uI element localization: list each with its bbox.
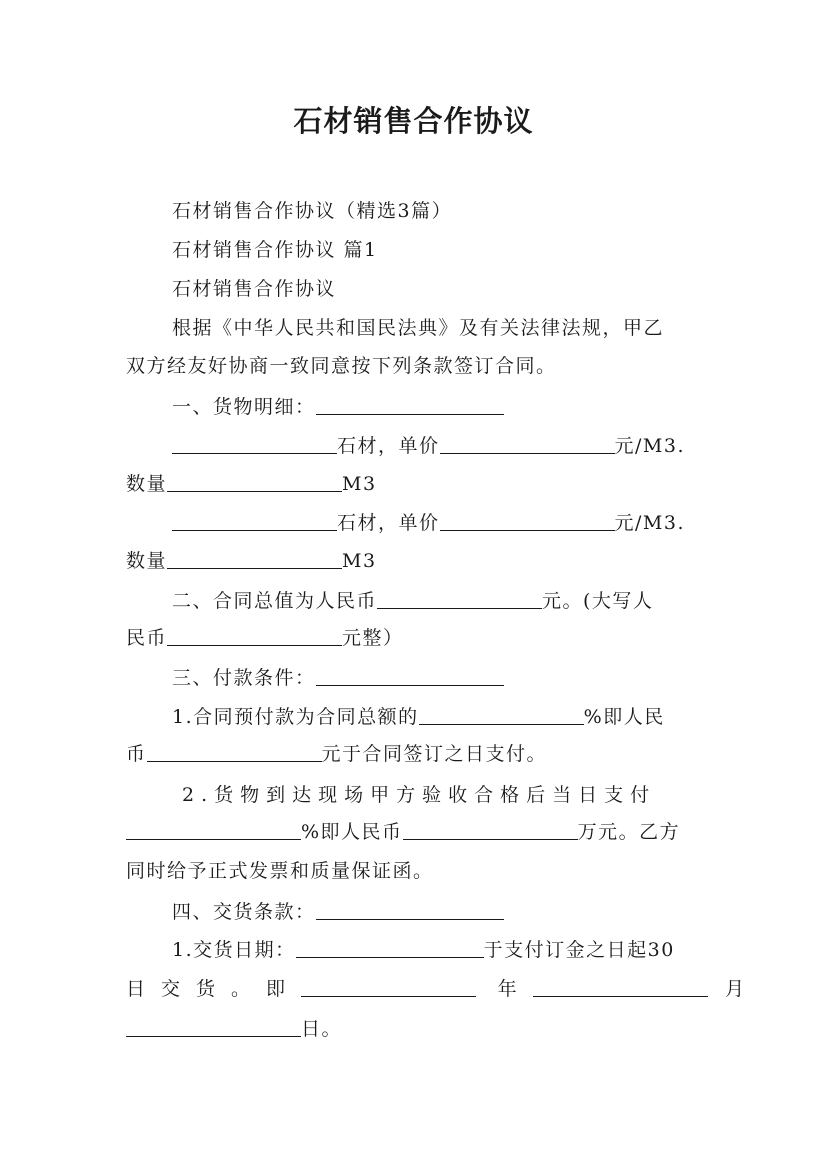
- fill-blank: [533, 976, 708, 997]
- fill-blank: [316, 665, 504, 686]
- line-text: 数量: [126, 473, 168, 495]
- fill-blank: [440, 433, 615, 454]
- fill-blank: [419, 704, 584, 725]
- line-text: 日。: [301, 1018, 343, 1040]
- doc-line: [126, 975, 746, 1003]
- fill-blank: [403, 819, 578, 840]
- doc-line: [172, 703, 704, 731]
- doc-line: 2.货物到达现场甲方验收合格后当日支付: [182, 784, 657, 806]
- fill-blank: [316, 899, 504, 920]
- line-text: M3: [342, 473, 377, 495]
- line-text: 于支付订金之日起30: [483, 939, 675, 961]
- doc-line: 同时给予正式发票和质量保证函。: [126, 860, 434, 882]
- fill-blank: [377, 588, 542, 609]
- line-text: 数量: [126, 550, 168, 572]
- line-text: 1.合同预付款为合同总额的: [172, 706, 419, 728]
- line-text: 万元。乙方: [577, 821, 681, 843]
- doc-line: 双方经友好协商一致同意按下列条款签订合同。: [126, 355, 557, 377]
- fill-blank: [172, 510, 337, 531]
- line-text: 元于合同签订之日支付。: [321, 743, 548, 765]
- line-text: 元/M3.: [614, 512, 685, 534]
- doc-line: [172, 936, 704, 964]
- line-text: 年: [497, 978, 533, 1000]
- line-text: 元整）: [342, 627, 404, 649]
- doc-line: [126, 1015, 704, 1043]
- doc-line: 石材销售合作协议（精选3篇）: [172, 200, 453, 222]
- fill-blank: [167, 471, 342, 492]
- line-text: %即人民币: [301, 821, 403, 843]
- doc-line: [172, 509, 704, 537]
- fill-blank: [172, 433, 337, 454]
- doc-line: [126, 740, 704, 768]
- line-text: 元。(大写人: [542, 590, 654, 612]
- doc-line: [126, 624, 704, 652]
- doc-line: [172, 898, 704, 926]
- doc-line: [172, 587, 704, 615]
- fill-blank: [126, 819, 301, 840]
- document-title: 石材销售合作协议: [293, 104, 534, 138]
- fill-blank: [167, 548, 342, 569]
- doc-line: 石材销售合作协议 篇1: [172, 239, 378, 261]
- doc-line: [172, 393, 704, 421]
- doc-line: 根据《中华人民共和国民法典》及有关法律法规，甲乙: [172, 317, 665, 339]
- doc-line: [172, 432, 704, 460]
- line-text: 石材，单价: [337, 435, 440, 457]
- line-text: 二、合同总值为人民币: [172, 590, 378, 612]
- section-heading: 三、付款条件：: [172, 667, 316, 689]
- section-heading: 一、货物明细：: [172, 396, 316, 418]
- doc-line: [126, 547, 704, 575]
- doc-line: [126, 470, 704, 498]
- fill-blank: [316, 394, 504, 415]
- fill-blank: [147, 741, 322, 762]
- line-text: 币: [126, 743, 147, 765]
- fill-blank: [440, 510, 615, 531]
- line-text: 石材，单价: [337, 512, 440, 534]
- line-text: 民币: [126, 627, 168, 649]
- section-heading: 四、交货条款：: [172, 901, 316, 923]
- line-text: 1.交货日期：: [172, 939, 296, 961]
- fill-blank: [296, 937, 484, 958]
- fill-blank: [301, 976, 476, 997]
- line-text: %即人民: [583, 706, 665, 728]
- doc-line: [126, 818, 704, 846]
- fill-blank: [167, 625, 342, 646]
- line-text: M3: [342, 550, 377, 572]
- line-text: 月: [725, 978, 746, 1000]
- fill-blank: [126, 1016, 301, 1037]
- line-text: 日交货。即: [126, 978, 302, 1000]
- line-text: 元/M3.: [614, 435, 685, 457]
- doc-line: [172, 664, 704, 692]
- doc-line: 石材销售合作协议: [172, 278, 337, 300]
